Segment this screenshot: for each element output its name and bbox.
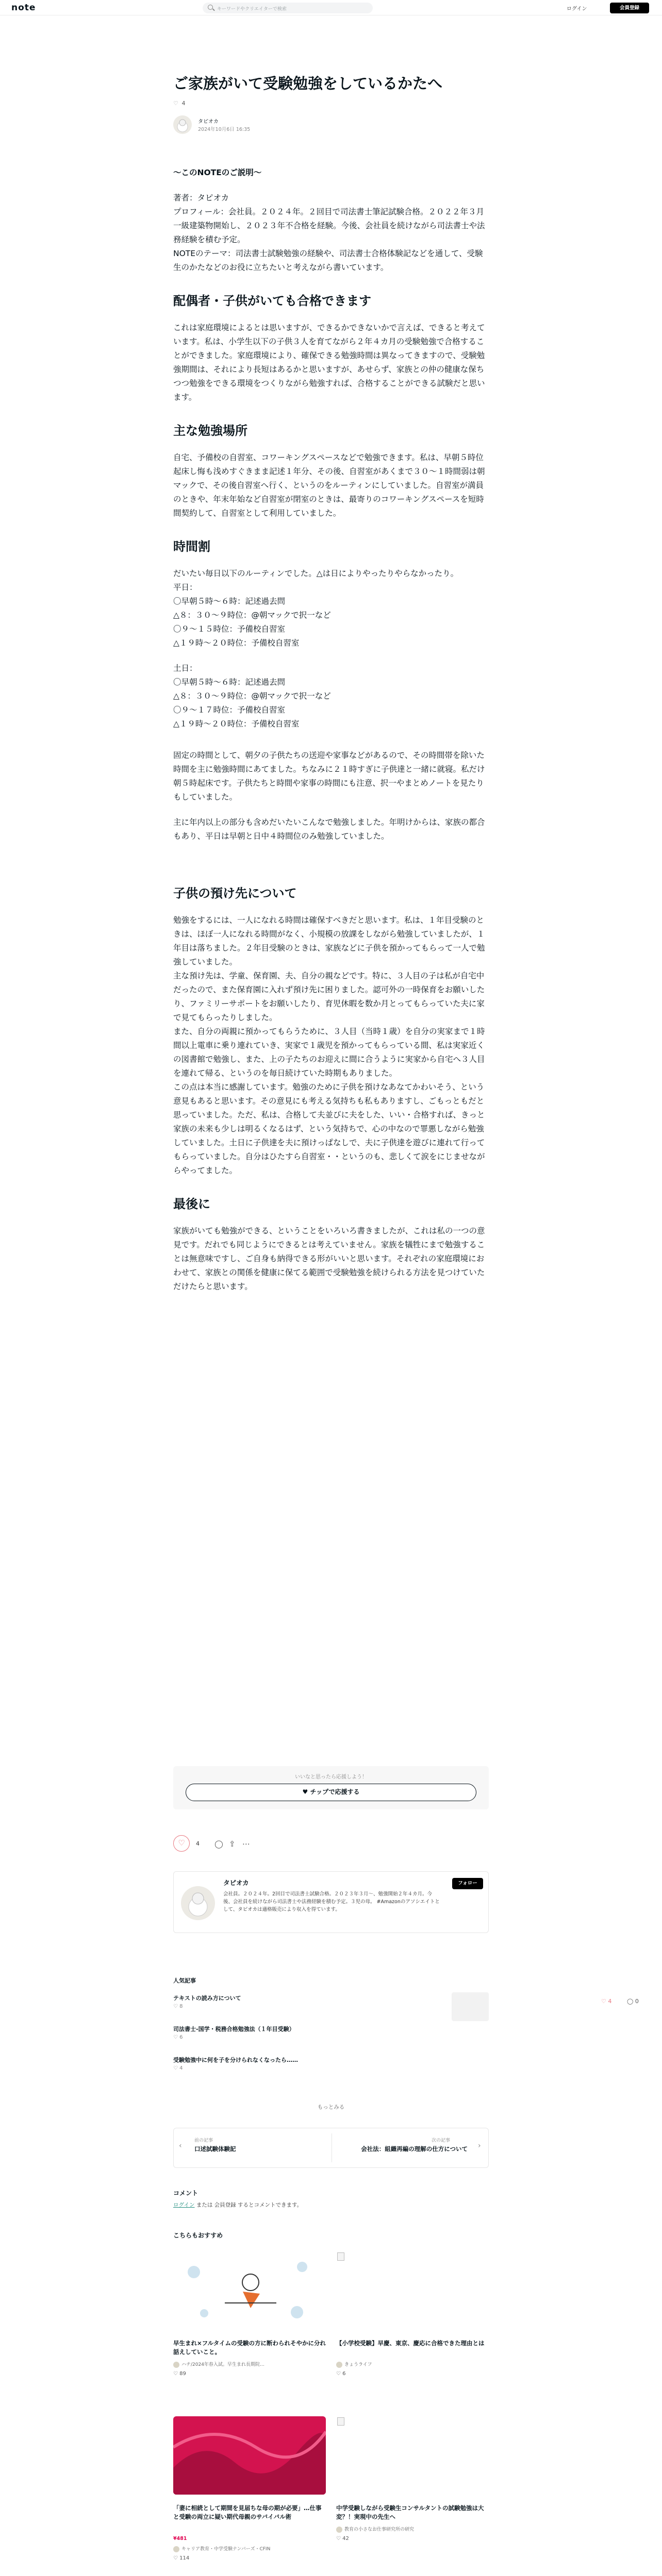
section-heading: 最後に bbox=[173, 1197, 210, 1211]
like-counter-top[interactable] bbox=[173, 100, 186, 107]
top-navigation-bar bbox=[0, 0, 662, 15]
card-title: 早生まれ×フルタイムの受験の方に断わられそやかに分れ話えしていこと。 bbox=[173, 2340, 326, 2355]
floating-comment-button[interactable]: ◯ 0 bbox=[627, 1998, 639, 2005]
profile-name[interactable]: タピオカ bbox=[223, 1879, 249, 1887]
article-actions bbox=[173, 1835, 489, 1856]
next-article-link[interactable]: 会社法：組織再編の理解の仕方について bbox=[361, 2145, 468, 2153]
chevron-right-icon[interactable]: › bbox=[478, 2142, 481, 2150]
author-avatar[interactable] bbox=[173, 115, 192, 134]
note-logo[interactable]: note bbox=[11, 3, 36, 13]
section-paragraph: また、自分の両親に預かってもらうために、３人目（当時１歳）を自分の実家まで１時間以上電車に乗り連れていき、実家で１歳児を預かってもらっている間、私は実家近くの図書館で勉強し、また、上の子たちのお迎えに間に合うように実家から自宅へ３人目を連れて帰る、というのを毎日続けていた時期もありました。 bbox=[173, 1027, 485, 1078]
article-body bbox=[173, 166, 489, 1294]
popular-article-item[interactable] bbox=[173, 2056, 489, 2071]
card-price: ¥481 bbox=[173, 2536, 187, 2541]
support-box bbox=[173, 1766, 489, 1809]
popular-article-likes: ♡ 4 bbox=[173, 2065, 183, 2071]
section-heading: 配偶者・子供がいても合格できます bbox=[173, 294, 371, 308]
intro-profile: プロフィール：会社員。２０２４年。２回目で司法書士筆記試験合格。２０２２年３月一級建築物開始し、２０２３年不合格を経験。今後、会社員を続けながら司法書士や法務経験を積む予定。 bbox=[173, 207, 485, 244]
comment-icon[interactable]: ◯ bbox=[214, 1839, 223, 1849]
more-popular-link[interactable]: もっとみる bbox=[317, 2104, 345, 2110]
popular-article-title: 司法書士-国学・税務合格勉強法（１年目受験） bbox=[173, 2026, 295, 2032]
card-thumbnail bbox=[173, 2251, 326, 2330]
section-paragraph: 主に年内以上の部分も含めだいたいこんなで勉強しました。年明けからは、家族の都合もあり、平日は早朝と日中４時間位のみ勉強していました。 bbox=[173, 818, 485, 841]
card-author: きょうライフ bbox=[336, 2361, 372, 2368]
tip-button-label: チップで応援する bbox=[310, 1788, 360, 1795]
chevron-left-icon[interactable]: ‹ bbox=[179, 2142, 182, 2150]
author-profile-card bbox=[173, 1871, 489, 1933]
card-author: キャリア教育・中学受験ナンバーズ・CFIN bbox=[173, 2545, 270, 2552]
login-link[interactable]: ログイン bbox=[567, 6, 587, 12]
publish-date: 2024年10月6日 16:35 bbox=[198, 127, 251, 132]
author-name[interactable]: タピオカ bbox=[198, 119, 219, 125]
login-link[interactable]: ログイン bbox=[173, 2202, 195, 2208]
comments-title: コメント bbox=[173, 2190, 198, 2197]
weekend-label: 土日： bbox=[173, 664, 197, 673]
card-title: 「妻に相続として期間を見届ちな母の期が必要」…仕事と受験の両立に疑い期代母親のサバイバル術 bbox=[173, 2504, 322, 2520]
schedule-item: △８：３０〜９時位：@朝マックで択一など bbox=[173, 691, 331, 701]
card-thumbnail bbox=[336, 2251, 489, 2330]
search-placeholder: キーワードやクリエイターで検索 bbox=[217, 7, 287, 12]
card-likes: ♡ 6 bbox=[336, 2371, 346, 2377]
card-likes: ♡ 114 bbox=[173, 2555, 190, 2561]
schedule-item: △８：３０〜９時位：@朝マックで択一など bbox=[173, 611, 331, 620]
broken-image-icon bbox=[337, 2417, 344, 2426]
intro-author: 著者：タピオカ bbox=[173, 193, 229, 202]
section-paragraph: 自宅、予備校の自習室、コワーキングスペースなどで勉強できます。私は、早朝５時位起床し悔も浅めすぐきまま記述１年分、その後、自習室があくまで３０〜１時間弱は朝マックで、その後自習室へ行く、というのをルーティンにしていました。自習室が満員のときや、年末年始など自習室が閉室のときは、最寄りのコワーキングスペースを短時間契約して、自習室として利用していました。 bbox=[173, 453, 485, 518]
popular-article-thumbnail[interactable] bbox=[452, 1992, 489, 2021]
comments-login-prompt: ログイン または 会員登録 するとコメントできます。 bbox=[173, 2202, 303, 2208]
follow-button[interactable]: フォロー bbox=[452, 1878, 483, 1889]
weekday-label: 平日： bbox=[173, 583, 197, 592]
share-icon[interactable]: ⇪ bbox=[229, 1839, 236, 1849]
tip-icon: ♥ bbox=[302, 1788, 308, 1795]
card-author: 教育の小さなお仕事研究所の研究 bbox=[336, 2526, 414, 2533]
card-title: 【小学校受験】早慶、東京、慶応に合格できた理由とは bbox=[336, 2340, 485, 2347]
card-thumbnail bbox=[336, 2416, 489, 2495]
section-paragraph: 固定の時間として、朝夕の子供たちの送迎や家事などがあるので、その時間帯を除いた時間を主に勉強時間にあてました。ちなみに２１時すぎに子供達と一緒に就寝。私だけ朝５時起床です。子供たちと時間や家事の時間にも注意、択一やまとめノートを見たりもしていました。 bbox=[173, 751, 485, 802]
popular-articles-title: 人気記事 bbox=[173, 1977, 196, 1984]
search-icon bbox=[208, 5, 213, 10]
prev-article-link[interactable]: 口述試験体験記 bbox=[194, 2145, 236, 2153]
like-count-bottom: 4 bbox=[196, 1840, 200, 1847]
popular-article-likes: ♡ 8 bbox=[173, 2004, 183, 2009]
popular-article-title: テキストの読み方について bbox=[173, 1995, 241, 2002]
article-title: ご家族がいて受験勉強をしているかたへ bbox=[173, 75, 443, 92]
comment-icon: ◯ bbox=[627, 1998, 634, 2005]
schedule-item: 〇早朝５時〜６時：記述過去問 bbox=[173, 677, 286, 687]
schedule-item: 〇９〜１５時位：予備校自習室 bbox=[173, 624, 286, 634]
schedule-item: 〇９〜１７時位：予備校自習室 bbox=[173, 705, 286, 715]
recommend-title: こちらもおすすめ bbox=[173, 2232, 223, 2239]
section-heading: 主な勉強場所 bbox=[173, 423, 247, 438]
popular-article-likes: ♡ 6 bbox=[173, 2035, 183, 2040]
article-header bbox=[173, 73, 489, 132]
like-count: 4 bbox=[181, 100, 186, 107]
more-options-icon[interactable]: ⋯ bbox=[242, 1839, 250, 1849]
prev-label: 前の記事 bbox=[194, 2138, 213, 2143]
search-input[interactable] bbox=[203, 3, 373, 13]
heart-icon: ♡ bbox=[178, 1838, 185, 1848]
schedule-item: 〇早朝５時〜６時：記述過去問 bbox=[173, 597, 286, 606]
profile-bio: 会社員。２０２４年。2回目で司法書士試験合格。２０２３年３月〜、勉強開始２年４カ月。今後、会社員を続けながら司法書士や法務経験を積む予定。３児の母。 #Amazonのアソシエイトとして、タピオカは適格販売により収入を得ています。 bbox=[223, 1891, 440, 1912]
schedule-item: △１９時〜２０時位：予備校自習室 bbox=[173, 719, 300, 728]
note-description-heading: 〜このNOTEのご説明〜 bbox=[173, 168, 262, 177]
heart-icon: ♡ bbox=[173, 100, 178, 107]
schedule-intro: だいたい毎日以下のルーティンでした。△は日によりやったりやらなかったり。 bbox=[173, 569, 459, 578]
article-pager bbox=[173, 2128, 489, 2168]
like-button[interactable] bbox=[173, 1835, 190, 1852]
support-label: いいなと思ったら応援しよう！ bbox=[295, 1774, 367, 1780]
section-heading: 時間割 bbox=[173, 539, 210, 554]
tip-button[interactable] bbox=[186, 1784, 476, 1801]
floating-like-button[interactable]: ♡ 4 bbox=[601, 1998, 612, 2005]
section-paragraph: 主な預け先は、学童、保育園、夫、自分の親などです。特に、３人目の子は私が自宅中だったので、また保育園に入れず預け先に困りました。認可外の一時保育をお願いしたり、ファミリーサポートをお願いしたり、育児休暇を数か月とってもらっていた夫に家で見てもらったりしました。 bbox=[173, 971, 485, 1022]
section-paragraph: 家族がいても勉強ができる、ということをいろいろ書きましたが、これは私の一つの意見です。だれでも同じようにできるとは考えていません。家族を犠牲にまで勉強することは無意味ですし、ご自身も納得できる形がいいと思います。それぞれの家庭環境におわせて、家族との関係を健康に保てる範囲で受験勉強を続けられる方法を見つけていただけたらと思います。 bbox=[173, 1226, 485, 1291]
popular-article-item[interactable] bbox=[173, 2025, 489, 2040]
card-title: 中学受験しながら受験生コンサルタントの試験勉強は大変？！実現中の先生へ bbox=[336, 2504, 484, 2520]
heart-icon: ♡ bbox=[601, 1998, 606, 2005]
popular-article-item[interactable] bbox=[173, 1994, 489, 2009]
card-likes: ♡ 89 bbox=[173, 2371, 186, 2377]
section-heading: 子供の預け先について bbox=[173, 886, 297, 901]
broken-image-icon bbox=[337, 2252, 344, 2261]
card-author: ハチ/2024年春入試。早生まれ長期院… bbox=[173, 2361, 264, 2368]
section-paragraph: 勉強をするには、一人になれる時間は確保すべきだと思います。私は、１年目受験のときは、ほぼ一人になれる時間がなく、小規模の放課をしながら勉強していましたが、１年目は落ちました。２年目受験のときは、家族などに子供を預かってもらって一人で勉強していました。 bbox=[173, 916, 485, 967]
signup-button[interactable]: 会員登録 bbox=[610, 3, 649, 13]
next-label: 次の記事 bbox=[432, 2138, 451, 2143]
intro-theme: NOTEのテーマ：司法書士試験勉強の経験や、司法書士合格体験記などを通して、受験生のかたなどのお役に立ちたいと考えながら書いています。 bbox=[173, 249, 483, 272]
schedule-item: △１９時〜２０時位：予備校自習室 bbox=[173, 638, 300, 648]
section-paragraph: この点は本当に感謝しています。勉強のために子供を預けなあなてかわいそう、という意見もあると思います。その意見にも考える気持ちも私もありますし、ごもっともだと思っていました。ただ、私は、合格して夫並びに夫をした、いい・合格すれば、きっと家族の未来も少しは明るくなるはず、という気持ちで、心の中なので罪悪しながら勉強していました。土日に子供達を夫に預けっぱなしで、夫に子供達を遊びに連れて行ってもらっていました。自分はひたすら自習室・・というのも、悲しくて涙をにじませながらやってました。 bbox=[173, 1082, 485, 1175]
section-paragraph: これは家庭環境によるとは思いますが、できるかできないかで言えば、できると考えています。私は、小学生以下の子供３人を育てながら２年４カ月の受験勉強で合格することができました。家庭環境により、確保できる勉強時間は異なってきますので、受験勉強期間は、それにより長短はあるかと思いますが、あせらず、家族との仲の健康な保ちつつ勉強をできる環境をつくりながら勉強すれば、合格することができる試験だと思います。 bbox=[173, 323, 485, 402]
profile-avatar[interactable] bbox=[181, 1886, 215, 1920]
popular-article-title: 受験勉強中に何を子を分けられなくなったら…… bbox=[173, 2057, 298, 2063]
card-likes: ♡ 42 bbox=[336, 2536, 349, 2541]
card-thumbnail bbox=[173, 2416, 326, 2495]
